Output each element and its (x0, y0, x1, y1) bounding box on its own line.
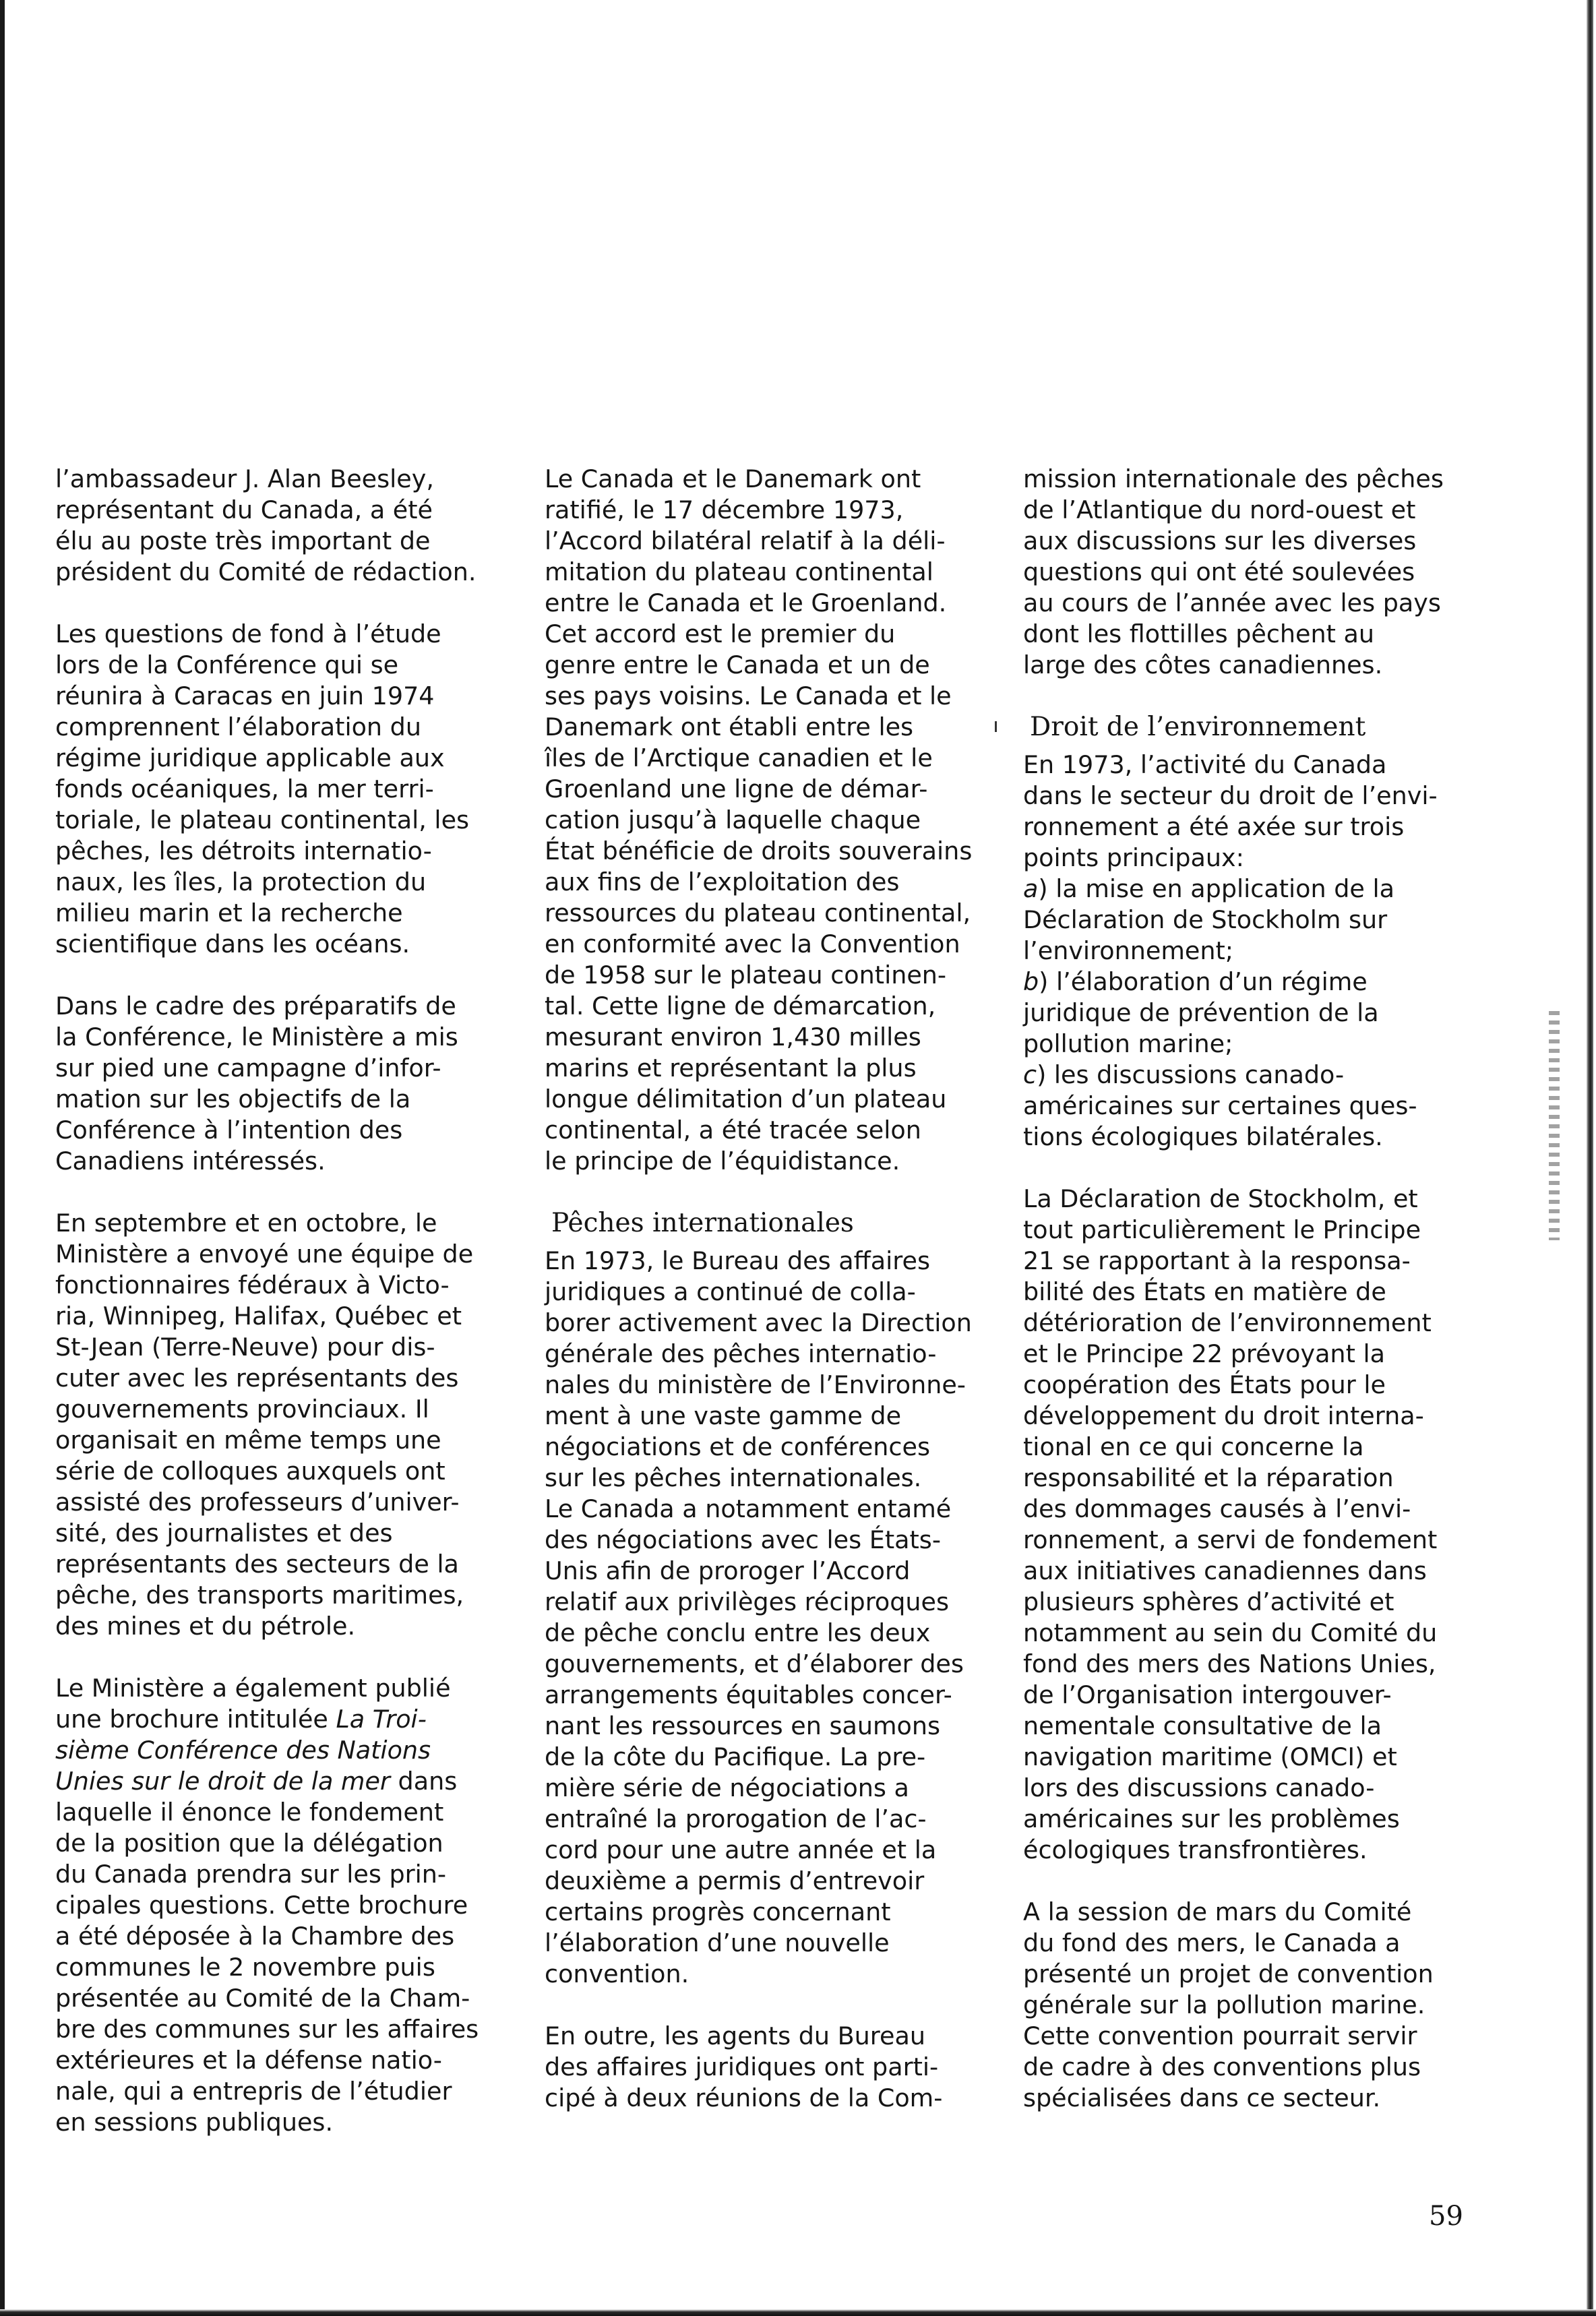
page-border-left (0, 0, 5, 2316)
paragraph-brochure (55, 1673, 500, 2138)
page-border-bottom (0, 2309, 1596, 2316)
gutter-mark (995, 721, 997, 732)
section-heading: Droit de l’environnement (1030, 712, 1366, 742)
list-item (1023, 874, 1481, 967)
paragraph: Le Canada et le Danemark ont ratifié, le 17 décembre 1973, l’Accord bilatéral relatif à la déli- mitation du plateau continental entre le Canada et le Groenland. Cet accord est le premier du genre entre le Canada et un de ses pays voisins. Le Canada et le Danemark ont établi entre les îles de l’Arctique canadien et le Groenland une ligne de démar- cation jusqu’à laquelle chaque État bénéficie de droits souverains aux fins de l’exploitation des ressources du plateau continental, en conformité avec la Convention de 1958 sur le plateau continen- tal. Cette ligne de démarcation, mesurant environ 1,430 milles marins et représentant la plus longue délimitation d’un plateau continental, a été tracée selon le principe de l’équidistance. (545, 464, 973, 1176)
column-middle (545, 464, 989, 2145)
column-right (1023, 464, 1481, 2145)
paragraph: En septembre et en octobre, le Ministère a envoyé une équipe de fonctionnaires fédéraux à Victo- ria, Winnipeg, Halifax, Québec et St-Jean (Terre-Neuve) pour dis- cuter avec les représentants des gouvernements provinciaux. Il organisait en même temps une série de colloques auxquels ont assisté des professeurs d’univer- sité, des journalistes et des représentants des secteurs de la pêche, des transports maritimes, des mines et du pétrole. (55, 1209, 474, 1641)
list-letter: a (1023, 874, 1039, 903)
list-item (1023, 967, 1481, 1060)
list-item-text: ) l’élaboration d’un régime juridique de prévention de la pollution marine; (1023, 967, 1379, 1058)
list-item-text: ) les discussions canado- américaines sur certaines ques- tions écologiques bilatérales. (1023, 1060, 1417, 1151)
paragraph: Les questions de fond à l’étude lors de la Conférence qui se réunira à Caracas en juin 1974 comprennent l’élaboration du régime juridique applicable aux fonds océaniques, la mer terri- toriale, le plateau continental, les pêches, les détroits internatio- naux, les îles, la protection du milieu marin et la recherche scientifique dans les océans. (55, 619, 470, 958)
spine-binding-marks (1549, 1011, 1560, 1240)
section-heading: Pêches internationales (551, 1208, 854, 1238)
list-letter: b (1023, 967, 1039, 996)
list-item-text: ) la mise en application de la Déclaration de Stockholm sur l’environnement; (1023, 874, 1394, 965)
column-left (55, 464, 500, 2169)
text-run: dans laquelle il énonce le fondement de la position que la délégation du Canada prendra sur les prin- cipales questions. Cette brochure a été déposée à la Chambre des communes le 2 novembre puis présentée au Comité de la Cham- bre des communes sur les affaires extérieures et la défense natio- nale, qui a entrepris de l’étudier en sessions publiques. (55, 1767, 479, 2137)
list-letter: c (1023, 1060, 1037, 1089)
page-border-right (1587, 0, 1593, 2316)
paragraph: Dans le cadre des préparatifs de la Conférence, le Ministère a mis sur pied une campagne d’infor- mation sur les objectifs de la Conférence à l’intention des Canadiens intéressés. (55, 992, 458, 1176)
brochure-title: La Troi- sième Conférence des Nations Unies sur le droit de la mer (55, 1705, 431, 1796)
paragraph: En 1973, le Bureau des affaires juridiques a continué de colla- borer activement avec la Direction générale des pêches internatio- nales du ministère de l’Environne- ment à une vaste gamme de négociations et de conférences sur les pêches internationales. Le Canada a notamment entamé des négociations avec les États- Unis afin de proroger l’Accord relatif aux privilèges réciproques de pêche conclu entre les deux gouvernements, et d’élaborer des arrangements équitables concer- nant les ressources en saumons de la côte du Pacifique. La pre- mière série de négociations a entraîné la prorogation de l’ac- cord pour une autre année et la deuxième a permis d’entrevoir certains progrès concernant l’élaboration d’une nouvelle convention. (545, 1246, 972, 1988)
page-number: 59 (1429, 2201, 1463, 2232)
list-item (1023, 1060, 1481, 1153)
paragraph: l’ambassadeur J. Alan Beesley, représentant du Canada, a été élu au poste très important de président du Comité de rédaction. (55, 464, 477, 586)
paragraph: En outre, les agents du Bureau des affaires juridiques ont parti- cipé à deux réunions de la Com- (545, 2021, 943, 2112)
text-run: Le Ministère a également publié une brochure intitulée (55, 1674, 451, 1734)
paragraph: La Déclaration de Stockholm, et tout particulièrement le Principe 21 se rapportant à la responsa- bilité des États en matière de détérioration de l’environnement et le Principe 22 prévoyant la coopération des États pour le développement du droit interna- tional en ce qui concerne la responsabilité et la réparation des dommages causés à l’envi- ronnement, a servi de fondement aux initiatives canadiennes dans plusieurs sphères d’activité et notamment au sein du Comité du fond des mers des Nations Unies, de l’Organisation intergouver- nementale consultative de la navigation maritime (OMCI) et lors des discussions canado- américaines sur les problèmes écologiques transfrontières. (1023, 1184, 1438, 1864)
paragraph: mission internationale des pêches de l’Atlantique du nord-ouest et aux discussions sur les diverses questions qui ont été soulevées au cours de l’année avec les pays dont les flottilles pêchent au large des côtes canadiennes. (1023, 464, 1444, 679)
paragraph: A la session de mars du Comité du fond des mers, le Canada a présenté un projet de convention générale sur la pollution marine. Cette convention pourrait servir de cadre à des conventions plus spécialisées dans ce secteur. (1023, 1897, 1434, 2112)
paragraph: En 1973, l’activité du Canada dans le secteur du droit de l’envi- ronnement a été axée sur trois points principaux: (1023, 750, 1438, 872)
